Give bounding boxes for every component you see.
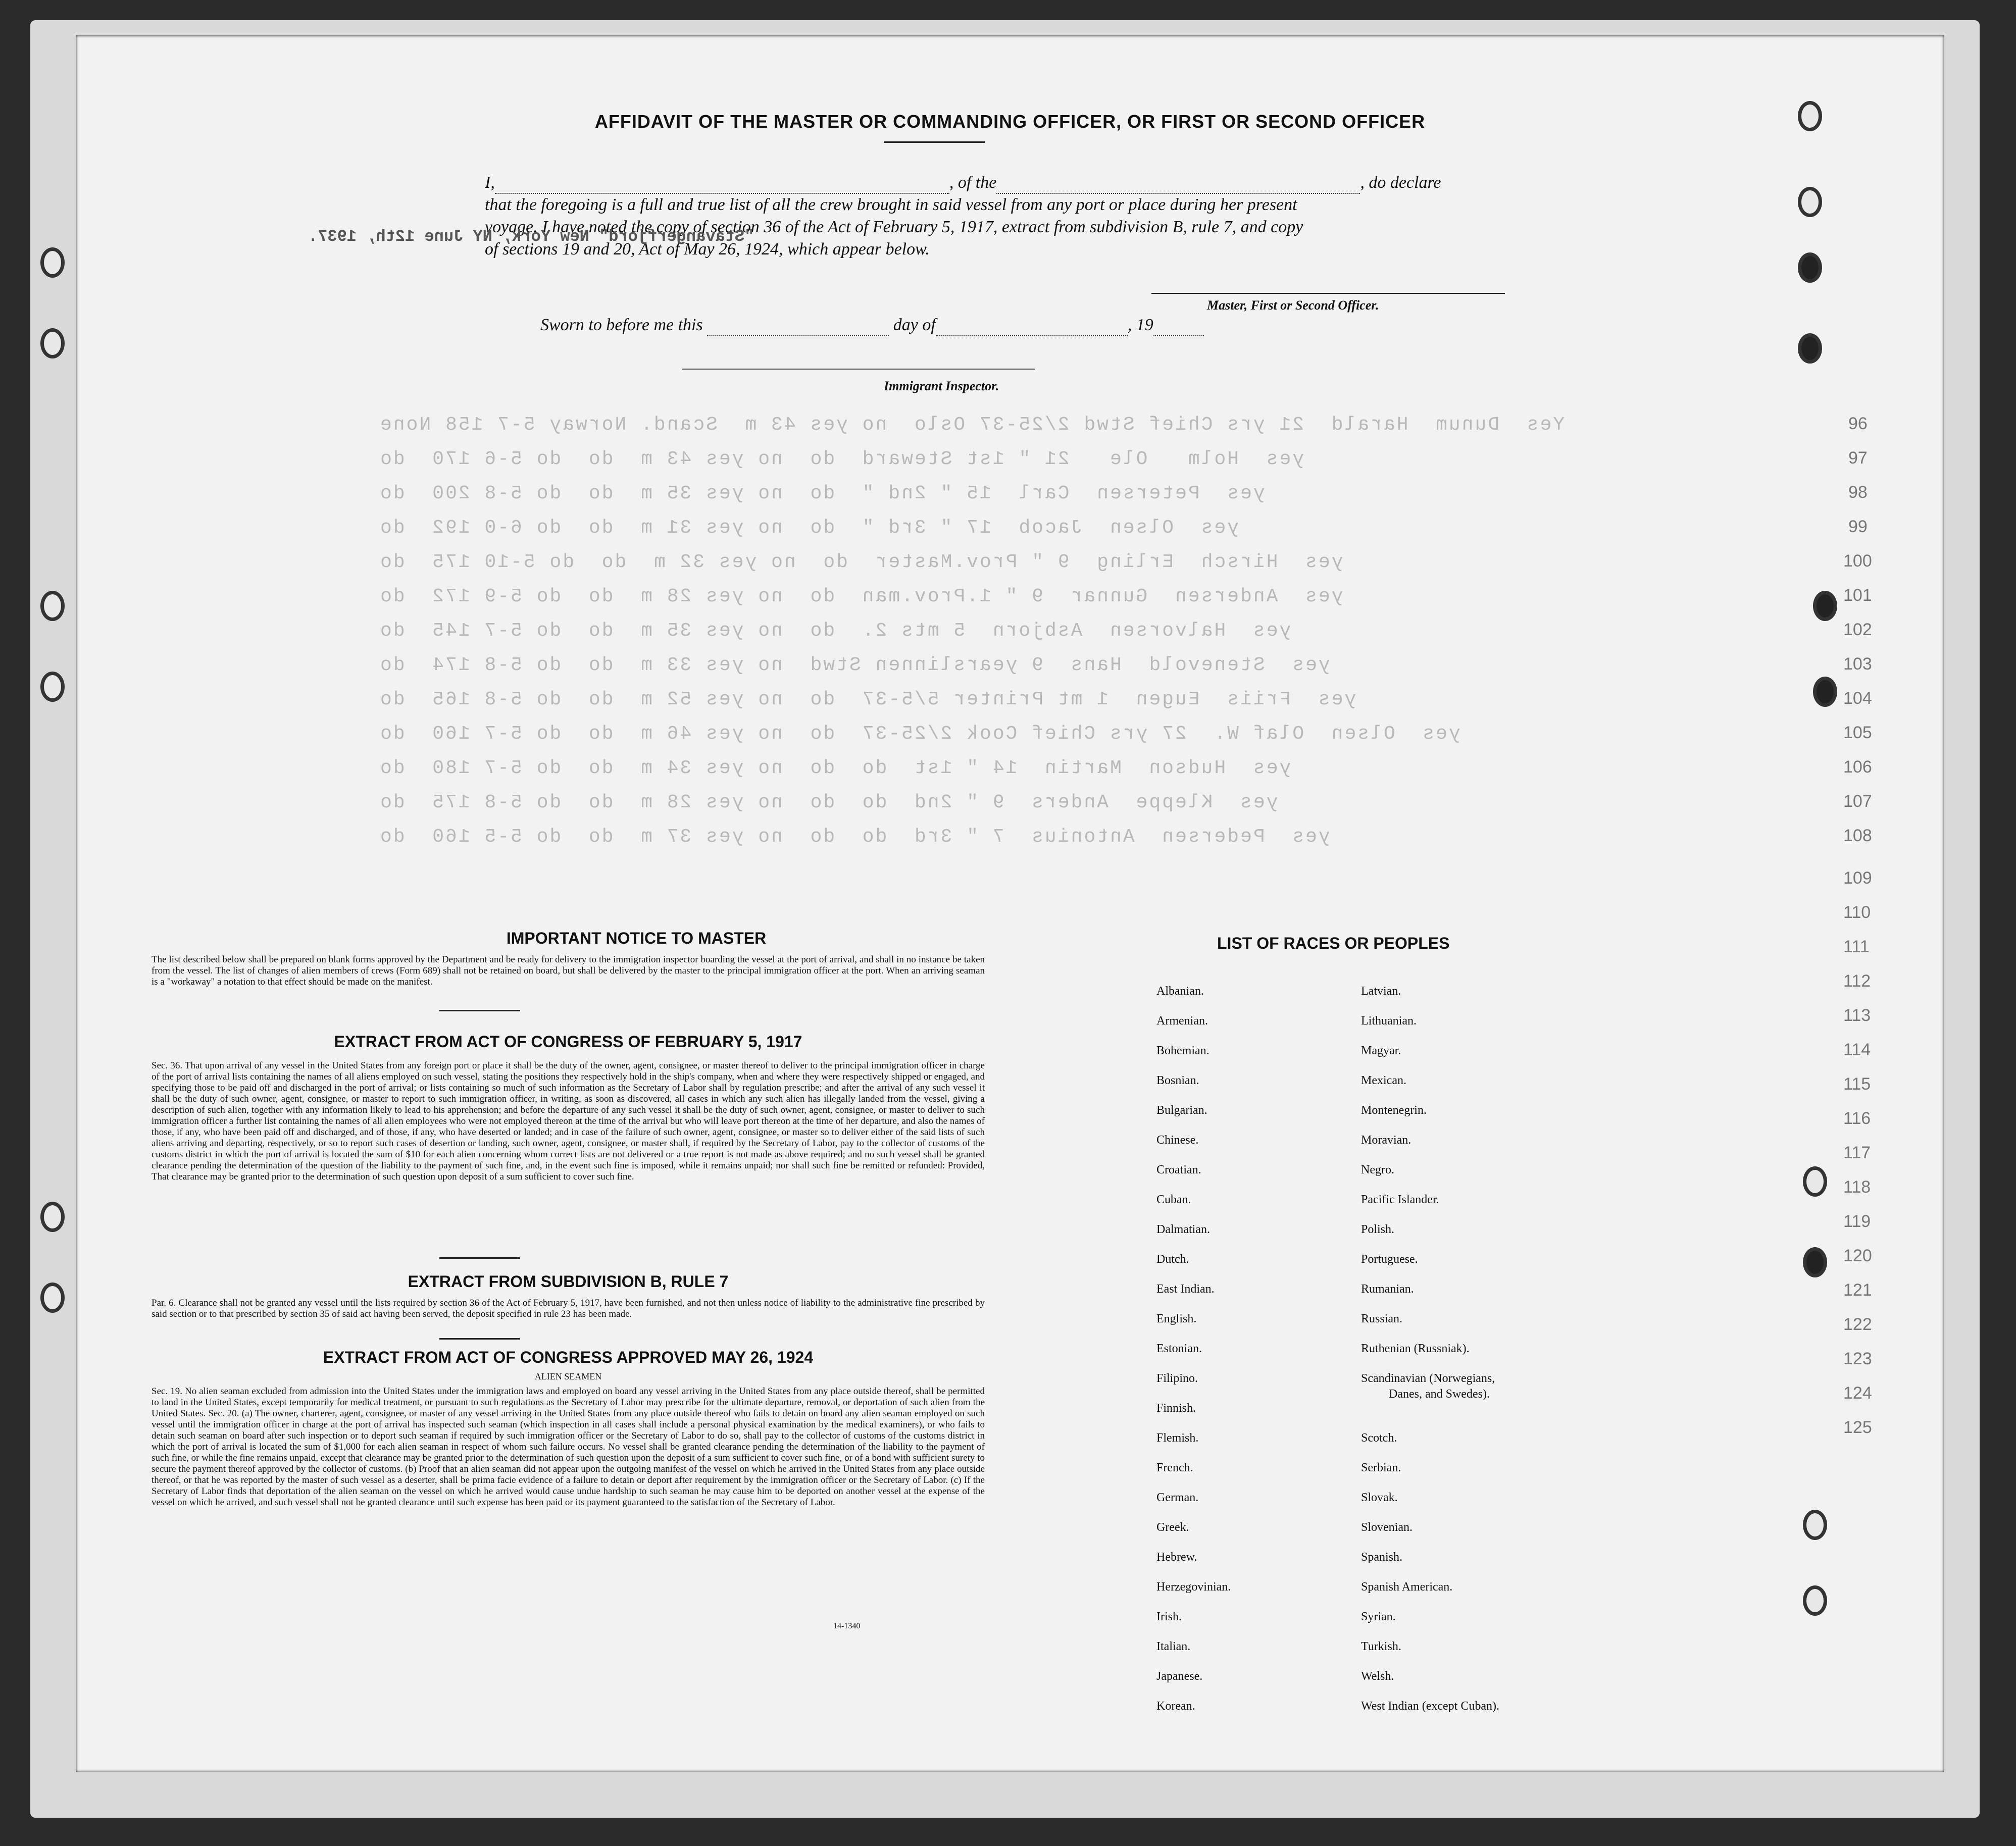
extract-1924-subtitle: ALIEN SEAMEN <box>534 1371 602 1381</box>
race-item: French. <box>1156 1461 1193 1474</box>
binder-hole <box>40 591 65 621</box>
row-number: 104 <box>1843 689 1872 708</box>
race-item: German. <box>1156 1491 1199 1504</box>
punch-hole <box>1803 1585 1827 1616</box>
extract-1917-title: EXTRACT FROM ACT OF CONGRESS OF FEBRUARY 5, 1917 <box>334 1033 802 1051</box>
race-item: Japanese. <box>1156 1670 1203 1683</box>
race-item: Italian. <box>1156 1640 1191 1653</box>
row-number: 97 <box>1848 448 1868 468</box>
subdivision-title: EXTRACT FROM SUBDIVISION B, RULE 7 <box>408 1272 729 1291</box>
row-number: 112 <box>1843 971 1871 991</box>
sworn-year-label: , 19 <box>1127 316 1153 334</box>
sworn-line <box>540 314 1298 336</box>
race-item: Filipino. <box>1156 1372 1198 1385</box>
race-item: Korean. <box>1156 1700 1195 1713</box>
row-number: 107 <box>1843 792 1872 811</box>
race-item: Finnish. <box>1156 1402 1196 1415</box>
race-item: Croatian. <box>1156 1163 1201 1176</box>
inspector-label: Immigrant Inspector. <box>884 379 999 393</box>
manifest-page <box>76 35 1944 1772</box>
row-number: 108 <box>1843 826 1872 845</box>
race-item: Spanish American. <box>1361 1580 1453 1594</box>
race-item: Rumanian. <box>1361 1283 1414 1296</box>
bleed-row: yes Hudson Martin 14 " 1st do do no yes 34 m do do 5-7 180 do <box>379 757 1291 779</box>
declaration-declare: , do declare <box>1360 173 1441 192</box>
race-item: Scotch. <box>1361 1431 1397 1445</box>
bleed-row: yes Hirsch Erling 9 " Prov.Master do no yes 32 m do do 5-10 175 do <box>379 551 1343 573</box>
race-item: Bosnian. <box>1156 1074 1199 1087</box>
bleed-row: Yes Dunum Harald 21 yrs Chief Stwd 2/25-37 Oslo no yes 43 m Scand. Norway 5-7 158 None <box>379 414 1565 436</box>
binder-hole <box>40 1202 65 1232</box>
row-number: 103 <box>1843 654 1872 674</box>
row-number: 96 <box>1848 414 1868 433</box>
row-number: 110 <box>1843 903 1871 922</box>
punch-hole <box>1803 1510 1827 1540</box>
race-item: Pacific Islander. <box>1361 1193 1439 1206</box>
affidavit-title: AFFIDAVIT OF THE MASTER OR COMMANDING OFFICER, OR FIRST OR SECOND OFFICER <box>594 111 1426 132</box>
race-item: Magyar. <box>1361 1044 1401 1057</box>
section-rule <box>439 1257 520 1259</box>
row-number: 123 <box>1843 1349 1872 1368</box>
race-item: Estonian. <box>1156 1342 1202 1355</box>
declaration-line-4: of sections 19 and 20, Act of May 26, 1924, which appear below. <box>485 240 930 259</box>
binder-hole <box>40 328 65 358</box>
race-item: Albanian. <box>1156 985 1204 998</box>
race-item: Russian. <box>1361 1312 1403 1325</box>
row-number: 114 <box>1843 1040 1871 1059</box>
binder-hole <box>40 672 65 702</box>
punch-hole <box>1803 1166 1827 1197</box>
row-number: 120 <box>1843 1246 1872 1265</box>
race-item: Dutch. <box>1156 1253 1189 1266</box>
row-number: 122 <box>1843 1315 1872 1334</box>
binder-hole <box>40 1283 65 1313</box>
punch-hole <box>1798 333 1822 364</box>
punch-hole <box>1798 252 1822 283</box>
extract-1924-title: EXTRACT FROM ACT OF CONGRESS APPROVED MAY 26, 1924 <box>323 1348 814 1366</box>
row-number: 100 <box>1843 551 1872 571</box>
race-item: Chinese. <box>1156 1134 1199 1147</box>
inspector-line[interactable] <box>682 369 1035 370</box>
sworn-day-label: day of <box>893 316 936 334</box>
race-item: Spanish. <box>1361 1551 1403 1564</box>
bleed-row: yes Kleppe Anders 9 " 2nd do do no yes 28 m do do 5-8 175 do <box>379 792 1278 813</box>
notice-title: IMPORTANT NOTICE TO MASTER <box>506 929 767 947</box>
race-item: Welsh. <box>1361 1670 1394 1683</box>
race-item: Turkish. <box>1361 1640 1401 1653</box>
subdivision-text: Par. 6. Clearance shall not be granted any vessel until the lists required by section 36 of the Act of February 5, 1917, have been furnished, and not then unless notice of liability to the administrative fine prescribed by said section or to that prescribed by section 35 of said act having been served, the deposit specified in rule 23 has been made. <box>152 1298 985 1319</box>
row-number: 115 <box>1843 1074 1871 1094</box>
typed-vessel-date-overlay: "Stavangerfjord" New York, NY June 12th, 1937. <box>308 227 754 246</box>
punch-hole <box>1798 187 1822 217</box>
race-item: English. <box>1156 1312 1197 1325</box>
sworn-year-blank[interactable] <box>1153 320 1204 336</box>
race-item: Polish. <box>1361 1223 1395 1236</box>
race-item: Scandinavian (Norwegians, <box>1361 1372 1495 1385</box>
declaration-line-2: that the foregoing is a full and true list of all the crew brought in said vessel from any port or place during her present <box>485 195 1297 214</box>
notice-text: The list described below shall be prepared on blank forms approved by the Department and be ready for delivery to the immigration inspector boarding the vessel at the port of arrival, and shall in no instance be taken from the vessel. The list of changes of alien members of crews (Form 689) shall not be retained on board, but shall be delivered by the master to the principal immigration officer at the port. When an arriving seaman is a "workaway" a notation to that effect should be made on the manifest. <box>152 954 985 987</box>
bleed-row: yes Halvorsen Asbjorn 5 mts 2. do no yes 35 m do do 5-7 145 do <box>379 620 1291 642</box>
row-number: 98 <box>1848 483 1868 502</box>
race-item: Moravian. <box>1361 1134 1412 1147</box>
notice-rule <box>439 1010 520 1011</box>
declaration-i: I, <box>485 173 495 192</box>
races-title: LIST OF RACES OR PEOPLES <box>1217 934 1450 952</box>
race-item: Cuban. <box>1156 1193 1191 1206</box>
row-number: 119 <box>1843 1212 1871 1231</box>
signature-line[interactable] <box>1151 293 1505 294</box>
declaration-line-3: voyage. I have noted the copy of section 36 of the Act of February 5, 1917, extract from subdivision B, rule 7, and copy <box>485 218 1303 236</box>
race-item: Negro. <box>1361 1163 1394 1176</box>
bleed-row: yes Olsen Olaf W. 27 yrs Chief Cook 2/25-37 do no yes 46 m do do 5-7 160 do <box>379 723 1460 745</box>
bleed-row: yes Pedersen Antonius 7 " 3rd do do no yes 37 m do do 5-5 160 do <box>379 826 1330 848</box>
punch-hole <box>1803 1247 1827 1277</box>
signature-label: Master, First or Second Officer. <box>1207 298 1379 313</box>
punch-hole <box>1813 591 1837 621</box>
row-number: 121 <box>1843 1280 1872 1300</box>
race-item: Bohemian. <box>1156 1044 1209 1057</box>
section-rule <box>439 1338 520 1340</box>
declaration-line-1 <box>485 172 1581 194</box>
race-item: Greek. <box>1156 1521 1189 1534</box>
race-item: Ruthenian (Russniak). <box>1361 1342 1470 1355</box>
race-item: Flemish. <box>1156 1431 1199 1445</box>
race-item: Armenian. <box>1156 1014 1208 1028</box>
sworn-day-blank[interactable] <box>707 320 889 336</box>
race-item: Slovenian. <box>1361 1521 1413 1534</box>
row-number: 118 <box>1843 1177 1871 1197</box>
binder-hole <box>40 247 65 278</box>
row-number: 109 <box>1843 868 1872 888</box>
race-item: Herzegovinian. <box>1156 1580 1231 1594</box>
row-number: 111 <box>1843 937 1870 956</box>
race-item: Serbian. <box>1361 1461 1401 1474</box>
race-item: East Indian. <box>1156 1283 1215 1296</box>
race-item: Montenegrin. <box>1361 1104 1427 1117</box>
sworn-month-blank[interactable] <box>936 320 1128 336</box>
race-item: Danes, and Swedes). <box>1389 1388 1490 1401</box>
sworn-prefix: Sworn to before me this <box>540 316 703 334</box>
extract-1917-text: Sec. 36. That upon arrival of any vessel in the United States from any foreign port or place it shall be the duty of the owner, agent, consignee, or master thereof to deliver to the principal immigration officer in charge of the port of arrival lists containing the names of all aliens employed on such vessel, stating the positions they respectively hold in the ship's company, when and where they were respectively shipped or engaged, and specifying those to be paid off and discharged in the port of arrival; or lists containing so much of such information as the Secretary of Labor shall by regulation prescribe; and after the arrival of any such vessel it shall be the duty of such owner, agent, consignee, or master to report to such immigration officer, in writing, as soon as discovered, all cases in which any such alien has illegally landed from the vessel, giving a description of such alien, together with any information likely to lead to his apprehension; and before the departure of any such vessel it shall be the duty of such owner, agent, consignee, or master to deliver to such immigration officer a further list containing the names of all alien employees who were not employed thereon at the time of the arrival but who will leave port thereon at the time of her departure, and also the names of those, if any, who have been paid off and discharged, and of those, if any, who have deserted or landed; and in case of the failure of such owner, agent, consignee, or master so to deliver either of the said lists of such aliens arriving and departing, respectively, or so to report such cases of desertion or landing, such owner, agent, consignee, or master shall, if required by the Secretary of Labor, pay to the collector of customs of the customs district in which the port of arrival is located the sum of $10 for each alien concerning whom correct lists are not delivered or a true report is not made as above required; and no such vessel shall be granted clearance pending the determination of the question of the liability to the payment of such fine, and, in the event such fine is imposed, while it remains unpaid; nor shall such fine be remitted or refunded: Provided, That clearance may be granted prior to the determination of such question upon deposit of a sum sufficient to cover such fine. <box>152 1060 985 1182</box>
declaration-of: , of the <box>949 173 997 192</box>
row-number: 106 <box>1843 757 1872 777</box>
row-number: 125 <box>1843 1418 1872 1437</box>
race-item: Mexican. <box>1361 1074 1406 1087</box>
race-item: Irish. <box>1156 1610 1182 1623</box>
row-number: 117 <box>1843 1143 1871 1162</box>
form-number: 14-1340 <box>833 1622 861 1630</box>
row-number: 124 <box>1843 1383 1872 1403</box>
extract-1924-text: Sec. 19. No alien seaman excluded from admission into the United States under the immigration laws and employed on board any vessel arriving in the United States from any place outside thereof, shall be permitted to land in the United States, except temporarily for medical treatment, or pursuant to such regulations as the Secretary of Labor may prescribe for the ultimate departure, removal, or deportation of such alien from the United States. Sec. 20. (a) The owner, charterer, agent, consignee, or master of any vessel arriving in the United States from any place outside thereof who fails to detain on board any alien seaman employed on such vessel until the immigration officer in charge at the port of arrival has inspected such seaman (which inspection in all cases shall include a personal physical examination by the medical examiners), or who fails to detain such seaman on board after such inspection or to deport such seaman if required by such immigration officer or the Secretary of Labor to do so, shall pay to the collector of customs of the customs district in which the port of arrival is located the sum of $1,000 for each alien seaman in respect of whom such failure occurs. No vessel shall be granted clearance pending the determination of the liability to the payment of such fine, or while the fine remains unpaid, except that clearance may be granted prior to the determination of such question upon the deposit of a sum sufficient to cover such fine, or of a bond with sufficient surety to secure the payment thereof approved by the collector of customs. (b) Proof that an alien seaman did not appear upon the outgoing manifest of the vessel on which he arrived in the United States from any place outside thereof, or that he was reported by the master of such vessel as a deserter, shall be prima facie evidence of a failure to detain or deport after requirement by the immigration officer or the Secretary of Labor. (c) If the Secretary of Labor finds that deportation of the alien seaman on the vessel on which he arrived would cause undue hardship to such seaman he may cause him to be deported on another vessel at the expense of the vessel on which he arrived, and such vessel shall not be granted clearance until such expense has been paid or its payment guaranteed to the satisfaction of the Secretary of Labor. <box>152 1386 985 1508</box>
race-item: Syrian. <box>1361 1610 1396 1623</box>
bleed-row: yes Friis Eugen 1 mt Printer 5/5-37 do no yes 52 m do do 5-8 165 do <box>379 689 1356 710</box>
race-item: Slovak. <box>1361 1491 1398 1504</box>
row-number: 102 <box>1843 620 1872 639</box>
vessel-blank[interactable] <box>996 178 1360 194</box>
title-rule <box>884 141 985 143</box>
race-item: West Indian (except Cuban). <box>1361 1700 1499 1713</box>
bleed-row: yes Holm Ole 21 " 1st Steward do no yes 43 m do do 5-6 170 do <box>379 448 1304 470</box>
name-blank[interactable] <box>495 178 949 194</box>
bleed-row: yes Stenevold Hans 9 yearslinnen Stwd no yes 33 m do do 5-8 174 do <box>379 654 1330 676</box>
race-item: Dalmatian. <box>1156 1223 1210 1236</box>
row-number: 113 <box>1843 1006 1871 1025</box>
row-number: 99 <box>1848 517 1868 536</box>
race-item: Portuguese. <box>1361 1253 1418 1266</box>
bleed-row: yes Andersen Gunnar 9 " 1.Prov.man do no yes 28 m do do 5-9 172 do <box>379 586 1343 607</box>
race-item: Bulgarian. <box>1156 1104 1207 1117</box>
bleed-row: yes Olsen Jacob 17 " 3rd " do no yes 31 m do do 6-0 192 do <box>379 517 1239 539</box>
row-number: 116 <box>1843 1109 1871 1128</box>
row-number: 101 <box>1843 586 1872 605</box>
punch-hole <box>1813 677 1837 707</box>
race-item: Lithuanian. <box>1361 1014 1417 1028</box>
race-item: Latvian. <box>1361 985 1401 998</box>
bleed-row: yes Petersen Carl 15 " 2nd " do no yes 35 m do do 5-8 200 do <box>379 483 1265 504</box>
row-number: 105 <box>1843 723 1872 742</box>
race-item: Hebrew. <box>1156 1551 1197 1564</box>
